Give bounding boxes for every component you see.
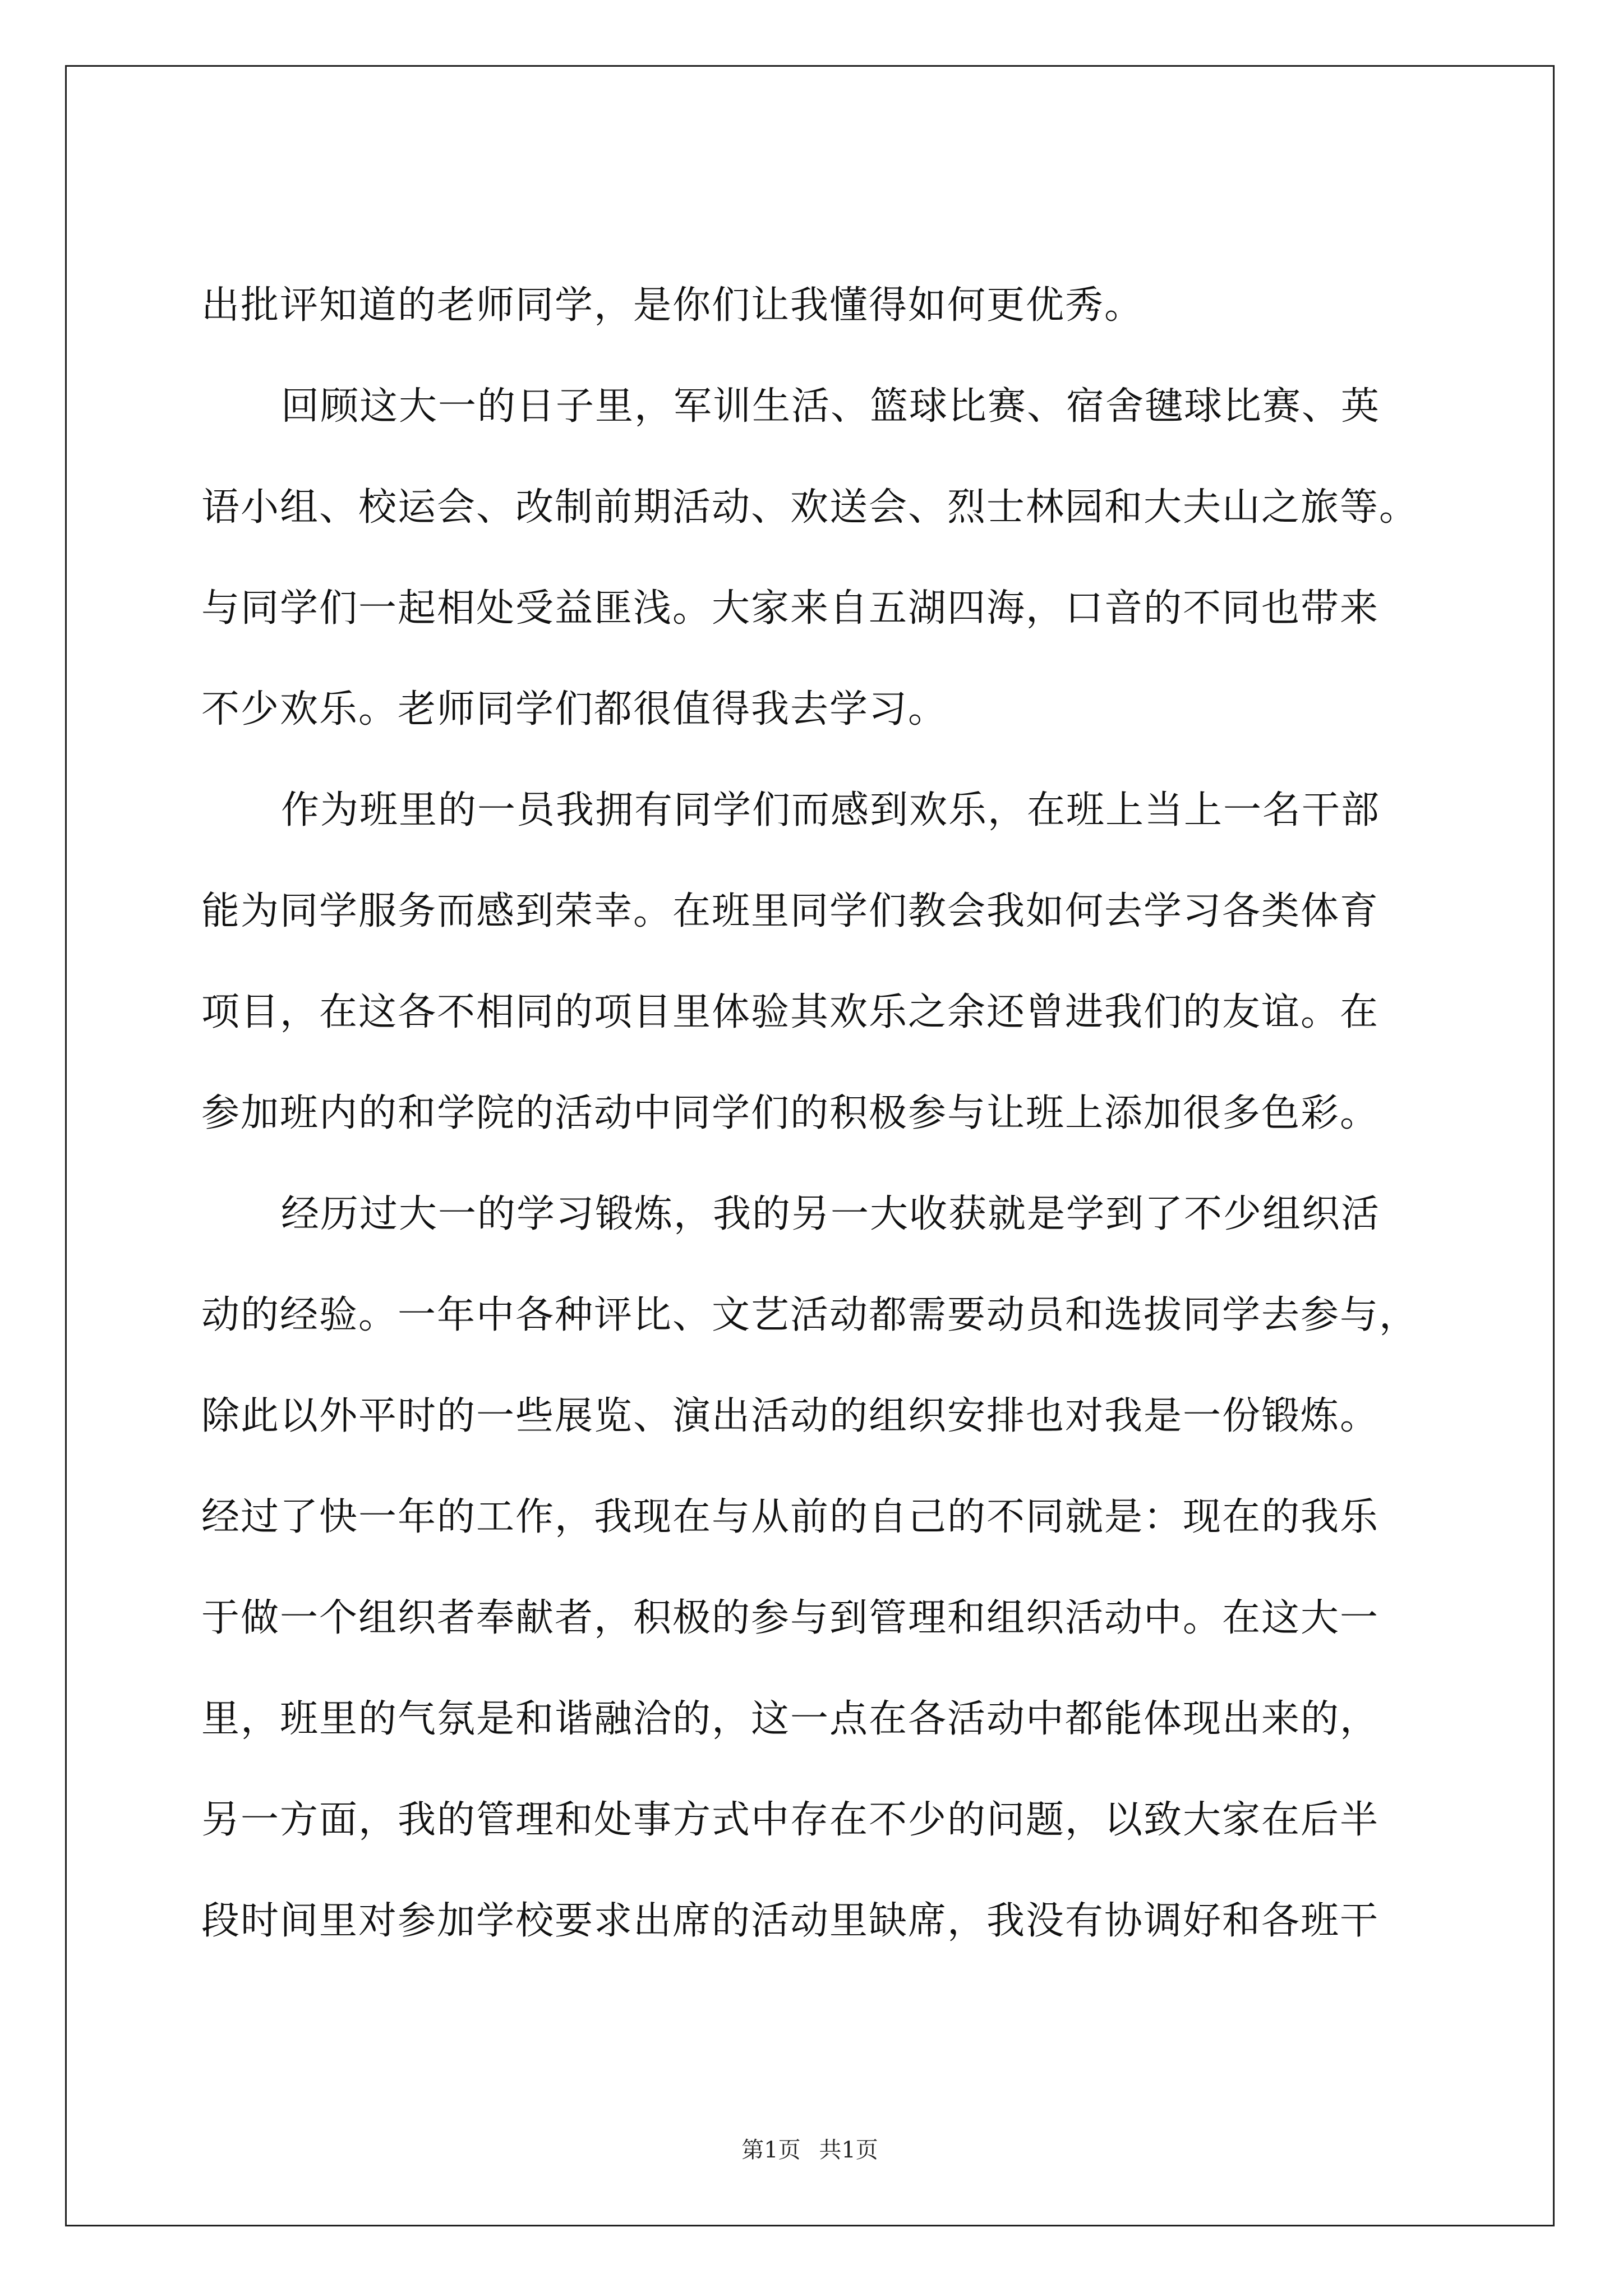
text-line: 出批评知道的老师同学，是你们让我懂得如何更优秀。 [201, 283, 1144, 328]
page-footer [67, 2132, 1553, 2164]
document-body [67, 67, 1553, 2225]
text-line: 参加班内的和学院的活动中同学们的积极参与让班上添加很多色彩。 [201, 1091, 1380, 1135]
text-line: 动的经验。一年中各种评比、文艺活动都需要动员和选拔同学去参与， [201, 1293, 1419, 1337]
text-line: 回顾这大一的日子里，军训生活、篮球比赛、宿舍毽球比赛、英 [281, 384, 1381, 429]
text-line: 不少欢乐。老师同学们都很值得我去学习。 [201, 687, 948, 731]
text-line: 除此以外平时的一些展览、演出活动的组织安排也对我是一份锻炼。 [201, 1394, 1380, 1438]
text-line: 里，班里的气氛是和谐融洽的，这一点在各活动中都能体现出来的， [201, 1697, 1380, 1741]
text-line: 能为同学服务而感到荣幸。在班里同学们教会我如何去学习各类体育 [201, 889, 1380, 933]
text-line: 项目，在这各不相同的项目里体验其欢乐之余还曾进我们的友谊。在 [201, 990, 1380, 1034]
text-line: 作为班里的一员我拥有同学们而感到欢乐，在班上当上一名干部 [281, 788, 1381, 832]
text-line: 段时间里对参加学校要求出席的活动里缺席，我没有协调好和各班干 [201, 1899, 1380, 1943]
page-total: 共1页 [819, 2137, 878, 2163]
page-number: 第1页 [741, 2137, 801, 2163]
page-border [65, 65, 1555, 2226]
text-line: 经历过大一的学习锻炼，我的另一大收获就是学到了不少组织活 [281, 1192, 1381, 1236]
text-line: 与同学们一起相处受益匪浅。大家来自五湖四海，口音的不同也带来 [201, 586, 1380, 631]
text-line: 另一方面，我的管理和处事方式中存在不少的问题，以致大家在后半 [201, 1798, 1380, 1842]
text-line: 经过了快一年的工作，我现在与从前的自己的不同就是：现在的我乐 [201, 1495, 1380, 1539]
text-line: 语小组、校运会、改制前期活动、欢送会、烈士林园和大夫山之旅等。 [201, 485, 1419, 530]
text-line: 于做一个组织者奉献者，积极的参与到管理和组织活动中。在这大一 [201, 1596, 1380, 1640]
